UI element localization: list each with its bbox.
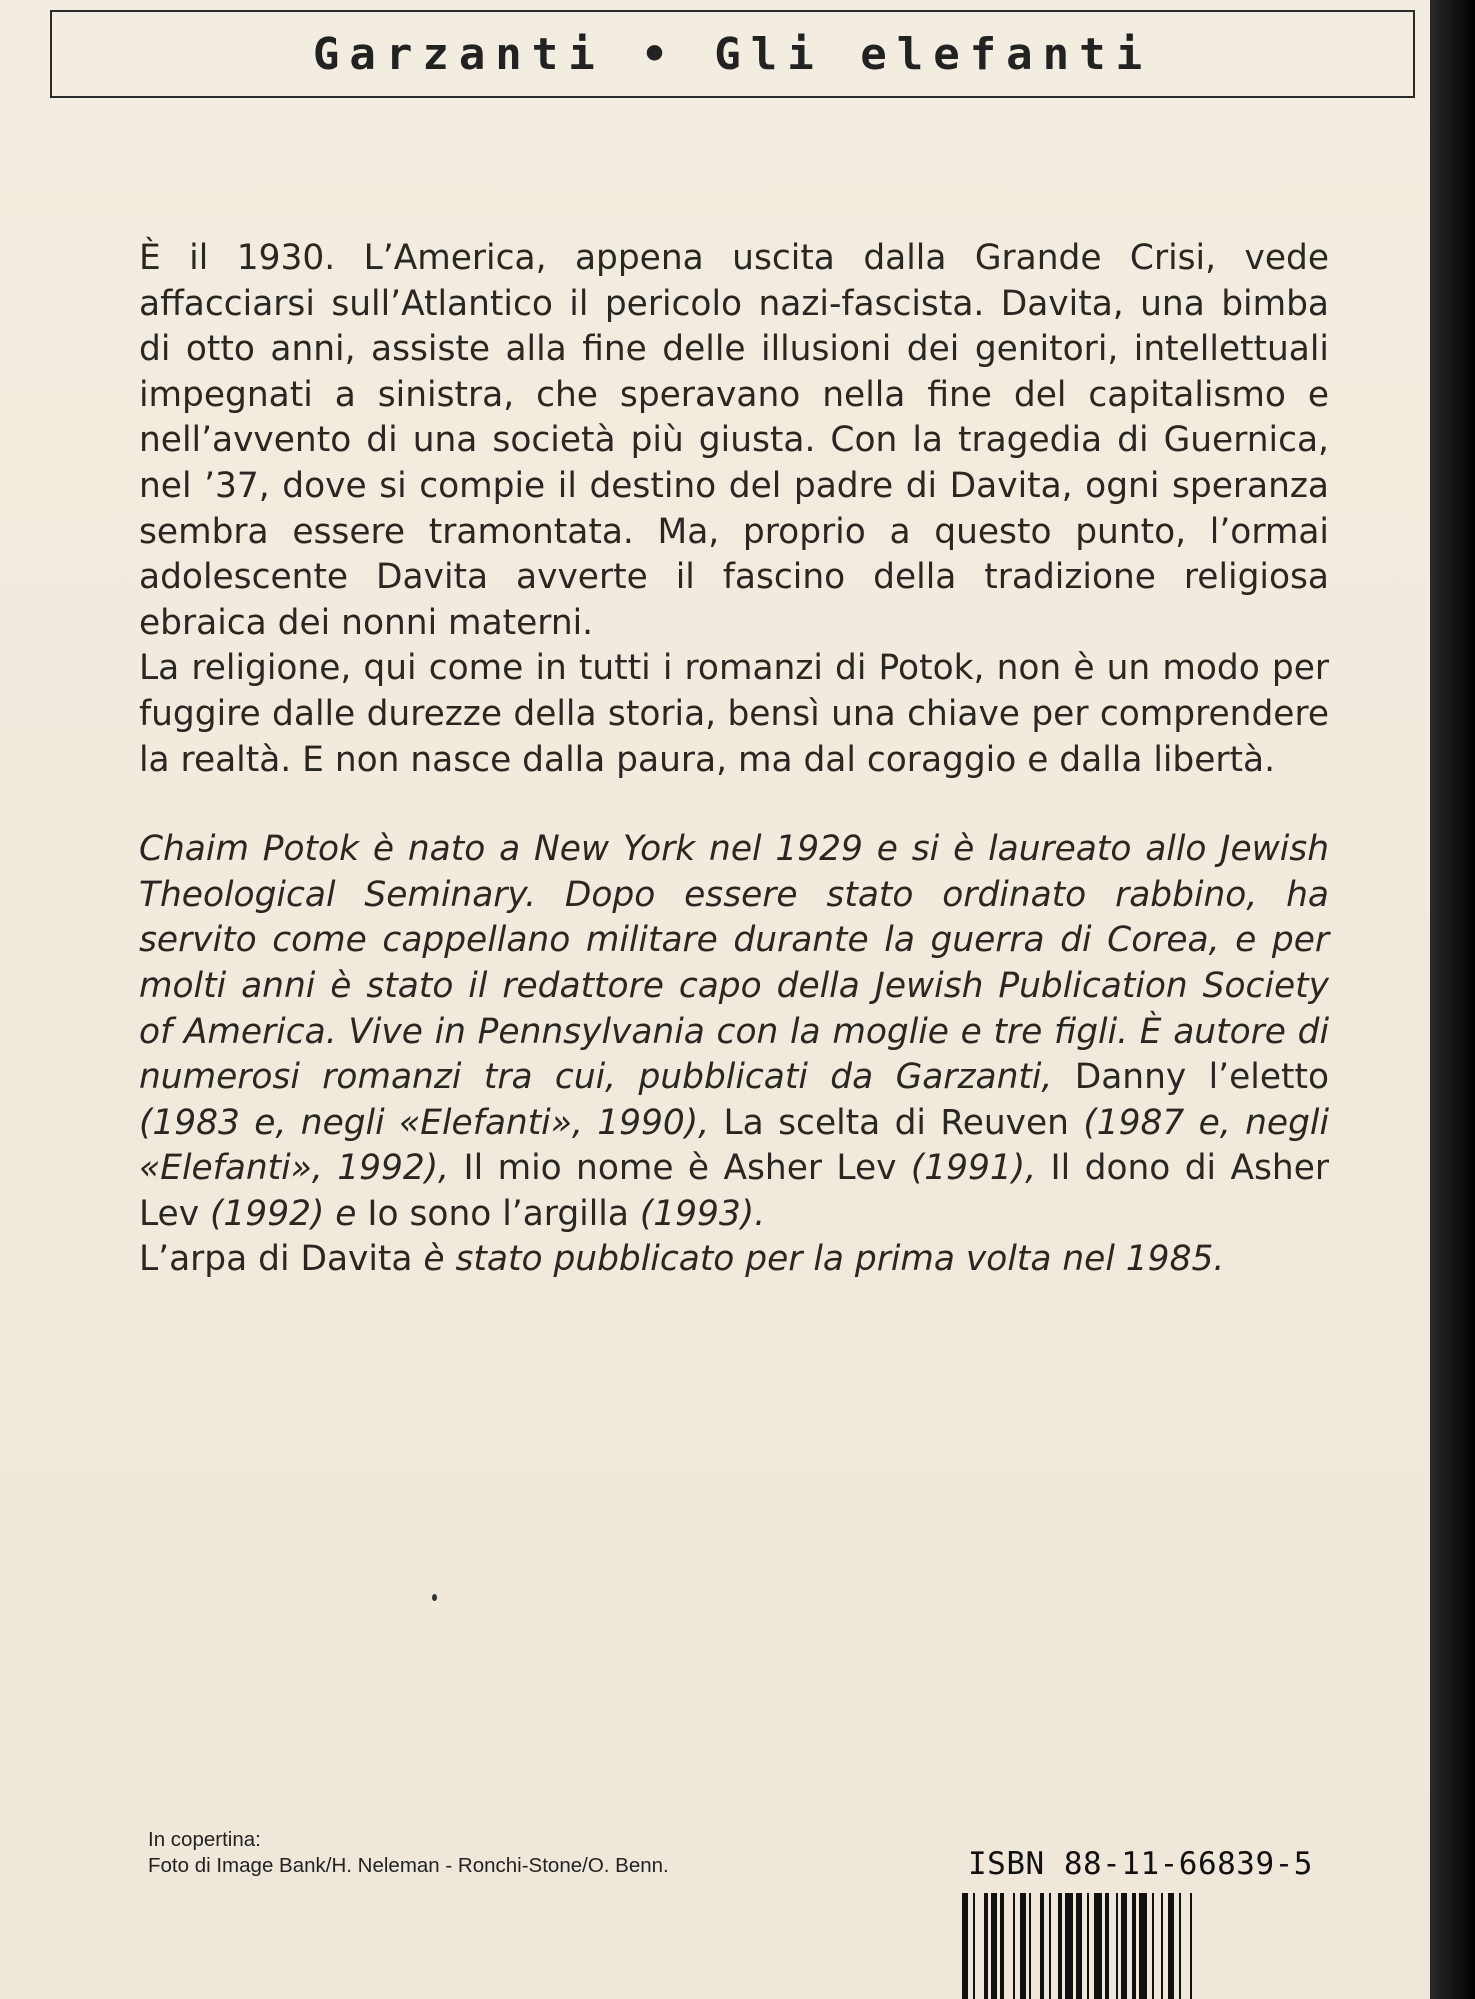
author-bio <box>139 827 1329 1237</box>
blurb-paragraph: La religione, qui come in tutti i romanzi di Potok, non è un modo per fuggire dalle durezze della storia, bensì una chiave per comprendere la realtà. E non nasce dalla paura, ma dal coraggio e dalla libertà. <box>139 648 1329 780</box>
author-bio-intro: Chaim Potok è nato a New York nel 1929 e si è laureato allo Jewish Theological Seminary. Dopo essere stato ordinato rabbino, ha servito come cappellano militare durante la guerra di Corea, e per molti anni è stato il redattore capo della Jewish Publication Society of America. Vive in Pennsylvania con la moglie e tre figli. È autore di numerosi romanzi tra cui, pubblicati da Garzanti, <box>139 829 1329 1098</box>
blurb-text <box>139 236 1329 1283</box>
barcode-bar <box>1058 1893 1062 1999</box>
print-speck <box>432 1594 437 1601</box>
cover-credits-label: In copertina: <box>148 1828 261 1851</box>
barcode-bar <box>1000 1893 1004 1999</box>
cover-credits-text: Foto di Image Bank/H. Neleman - Ronchi-Stone/O. Benn. <box>148 1854 669 1877</box>
barcode-bar <box>1065 1893 1073 1999</box>
barcode <box>962 1893 1332 1999</box>
book-years: (1991), <box>896 1148 1051 1189</box>
book-title: Il dono di Asher Lev <box>139 1148 1330 1234</box>
cover-edge <box>1430 0 1475 1999</box>
barcode-bar <box>1168 1893 1174 1999</box>
book-title: La scelta di Reuven <box>723 1102 1069 1143</box>
book-title: L’arpa di Davita <box>139 1239 413 1280</box>
barcode-bar <box>973 1893 975 1999</box>
book-years: (1987 e, negli «Elefanti», 1992), <box>139 1102 1330 1189</box>
barcode-bar <box>1040 1893 1044 1999</box>
barcode-bar <box>1105 1893 1109 1999</box>
book-years: (1983 e, negli «Elefanti», 1990), <box>139 1102 724 1143</box>
barcode-bar <box>1020 1893 1026 1999</box>
barcode-bar <box>1116 1893 1118 1999</box>
barcode-bar <box>1029 1893 1031 1999</box>
barcode-bar <box>1152 1893 1154 1999</box>
barcode-bar <box>962 1893 968 1999</box>
barcode-bar <box>1076 1893 1082 1999</box>
book-years: (1993). <box>628 1193 766 1234</box>
book-title: Io sono l’argilla <box>367 1193 629 1234</box>
barcode-bar <box>1139 1893 1147 1999</box>
barcode-bar <box>1132 1893 1136 1999</box>
barcode-bar <box>1179 1893 1181 1999</box>
barcode-bar <box>1190 1893 1192 1999</box>
cover-credits <box>148 1827 669 1879</box>
barcode-bar <box>1049 1893 1051 1999</box>
barcode-bar <box>1013 1893 1015 1999</box>
series-title: Garzanti • Gli elefanti <box>312 28 1153 80</box>
book-title: Danny l’eletto <box>1074 1057 1329 1098</box>
book-title: Il mio nome è Asher Lev <box>463 1148 897 1189</box>
book-years: (1992) e <box>199 1193 368 1234</box>
barcode-bar <box>1121 1893 1127 1999</box>
series-header <box>50 10 1415 98</box>
barcode-bar <box>991 1893 997 1999</box>
barcode-bar <box>1087 1893 1089 1999</box>
barcode-bar <box>984 1893 988 1999</box>
publication-note <box>139 1237 1329 1283</box>
barcode-bar <box>1094 1893 1102 1999</box>
publication-note-text: è stato pubblicato per la prima volta nel 1985. <box>412 1239 1225 1280</box>
barcode-bar <box>1161 1893 1163 1999</box>
blurb-paragraph: È il 1930. L’America, appena uscita dalla Grande Crisi, vede affacciarsi sull’Atlantico il pericolo nazi-fascista. Davita, una bimba di otto anni, assiste alla fine delle illusioni dei genitori, intellettuali impegnati a sinistra, che speravano nella fine del capitalismo e nell’avvento di una società più giusta. Con la tragedia di Guernica, nel ’37, dove si compie il destino del padre di Davita, ogni speranza sembra essere tramontata. Ma, proprio a questo punto, l’ormai adolescente Davita avverte il fascino della tradizione religiosa ebraica dei nonni materni. <box>139 238 1329 643</box>
isbn-number: ISBN 88-11-66839-5 <box>968 1846 1313 1882</box>
